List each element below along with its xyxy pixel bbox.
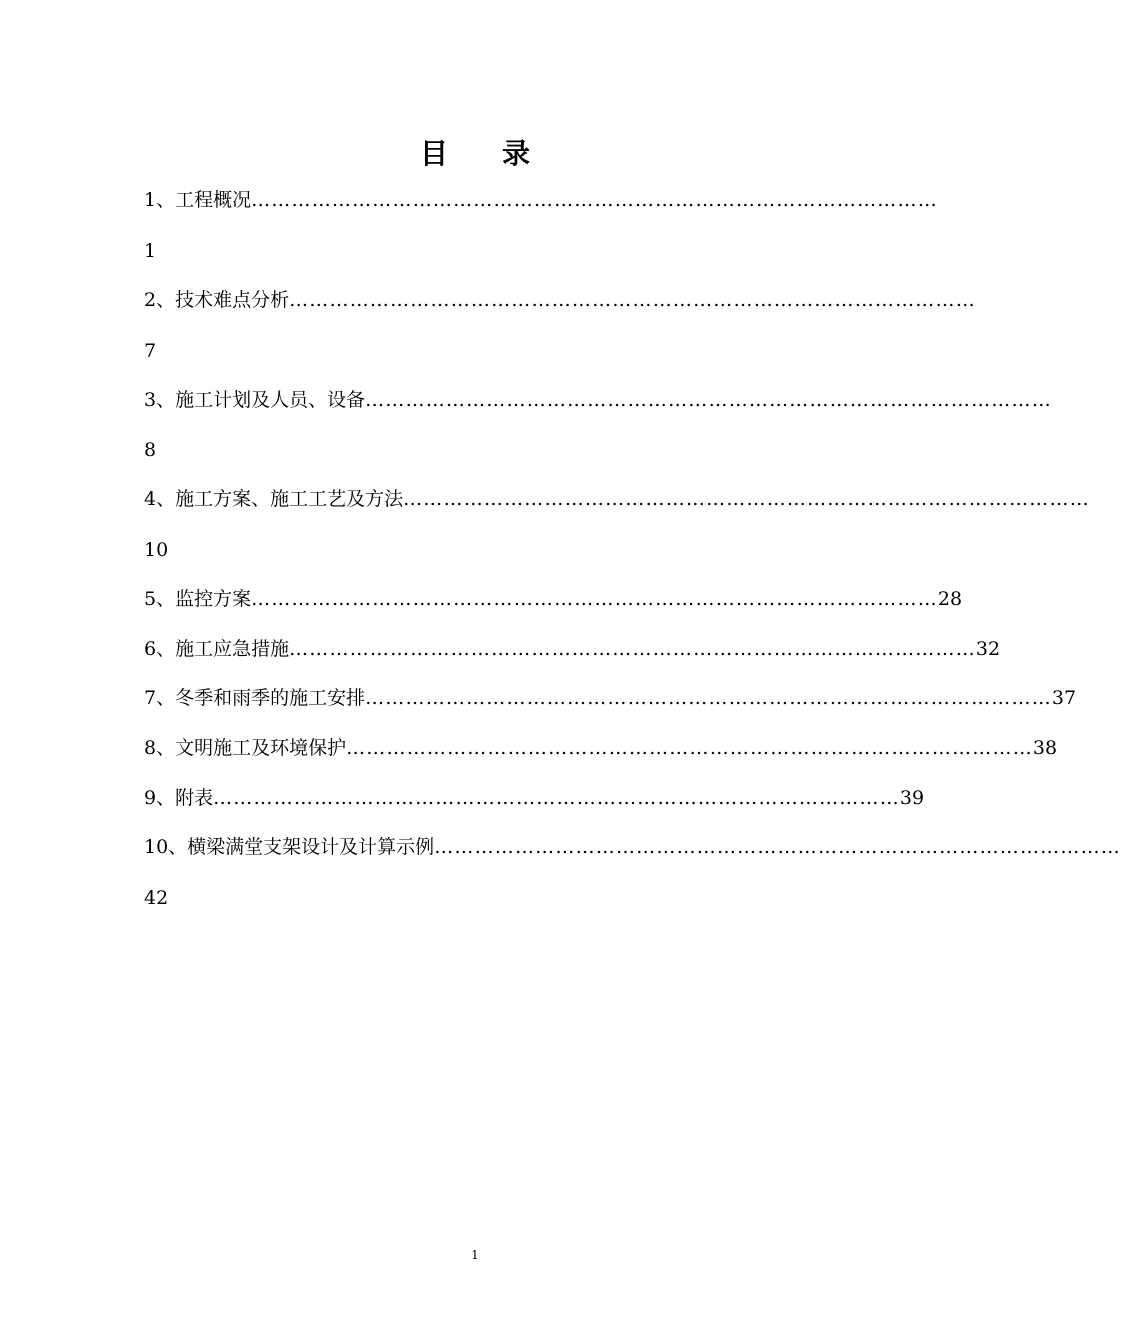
toc-entry-6[interactable] xyxy=(144,637,1001,661)
toc-entry-3[interactable] xyxy=(144,388,1052,412)
toc-entry-page: 37 xyxy=(1051,687,1077,709)
toc-entry-page: 42 xyxy=(144,887,169,909)
toc-entry-9[interactable] xyxy=(144,786,925,810)
toc-entry-page: 32 xyxy=(975,638,1001,660)
title-char-2: 录 xyxy=(502,137,531,170)
toc-leader-dots: ………………………………………………………………………………………… xyxy=(289,638,976,660)
toc-entry-title: 3、施工计划及人员、设备 xyxy=(144,389,366,411)
page-number: 1 xyxy=(471,1248,479,1262)
toc-entry-page: 39 xyxy=(899,787,925,809)
toc-entry-page: 8 xyxy=(144,439,157,461)
toc-leader-dots: ………………………………………………………………………………………… xyxy=(365,389,1052,411)
toc-entry-page: 38 xyxy=(1032,737,1058,759)
toc-entry-10[interactable] xyxy=(144,835,1121,859)
toc-entry-title: 4、施工方案、施工工艺及方法 xyxy=(144,488,404,510)
toc-entry-title: 7、冬季和雨季的施工安排 xyxy=(144,687,366,709)
toc-entry-title: 10、横梁满堂支架设计及计算示例 xyxy=(144,836,435,858)
toc-entry-title: 6、施工应急措施 xyxy=(144,638,290,660)
toc-leader-dots: ………………………………………………………………………………………… xyxy=(434,836,1121,858)
toc-entry-title: 5、监控方案 xyxy=(144,588,252,610)
toc-leader-dots: ………………………………………………………………………………………… xyxy=(289,289,976,311)
toc-entry-page: 28 xyxy=(937,588,963,610)
toc-entry-7[interactable] xyxy=(144,686,1077,710)
toc-leader-dots: ………………………………………………………………………………………… xyxy=(346,737,1033,759)
toc-leader-dots: ………………………………………………………………………………………… xyxy=(365,687,1052,709)
toc-entry-page: 7 xyxy=(144,340,157,362)
toc-entry-8[interactable] xyxy=(144,736,1058,760)
toc-entry-title: 9、附表 xyxy=(144,787,214,809)
toc-entry-1[interactable] xyxy=(144,188,938,212)
toc-entry-title: 8、文明施工及环境保护 xyxy=(144,737,347,759)
toc-leader-dots: ………………………………………………………………………………………… xyxy=(251,189,938,211)
toc-entry-title: 1、工程概况 xyxy=(144,189,252,211)
toc-entry-4[interactable] xyxy=(144,487,1090,511)
toc-entry-2[interactable] xyxy=(144,288,976,312)
toc-entry-title: 2、技术难点分析 xyxy=(144,289,290,311)
toc-leader-dots: ………………………………………………………………………………………… xyxy=(403,488,1090,510)
toc-entry-page: 1 xyxy=(144,240,157,262)
toc-entry-page: 10 xyxy=(144,539,169,561)
toc-leader-dots: ………………………………………………………………………………………… xyxy=(213,787,900,809)
title-char-1: 目 xyxy=(419,137,448,170)
toc-entry-5[interactable] xyxy=(144,587,963,611)
toc-leader-dots: ………………………………………………………………………………………… xyxy=(251,588,938,610)
page-title xyxy=(0,132,950,172)
